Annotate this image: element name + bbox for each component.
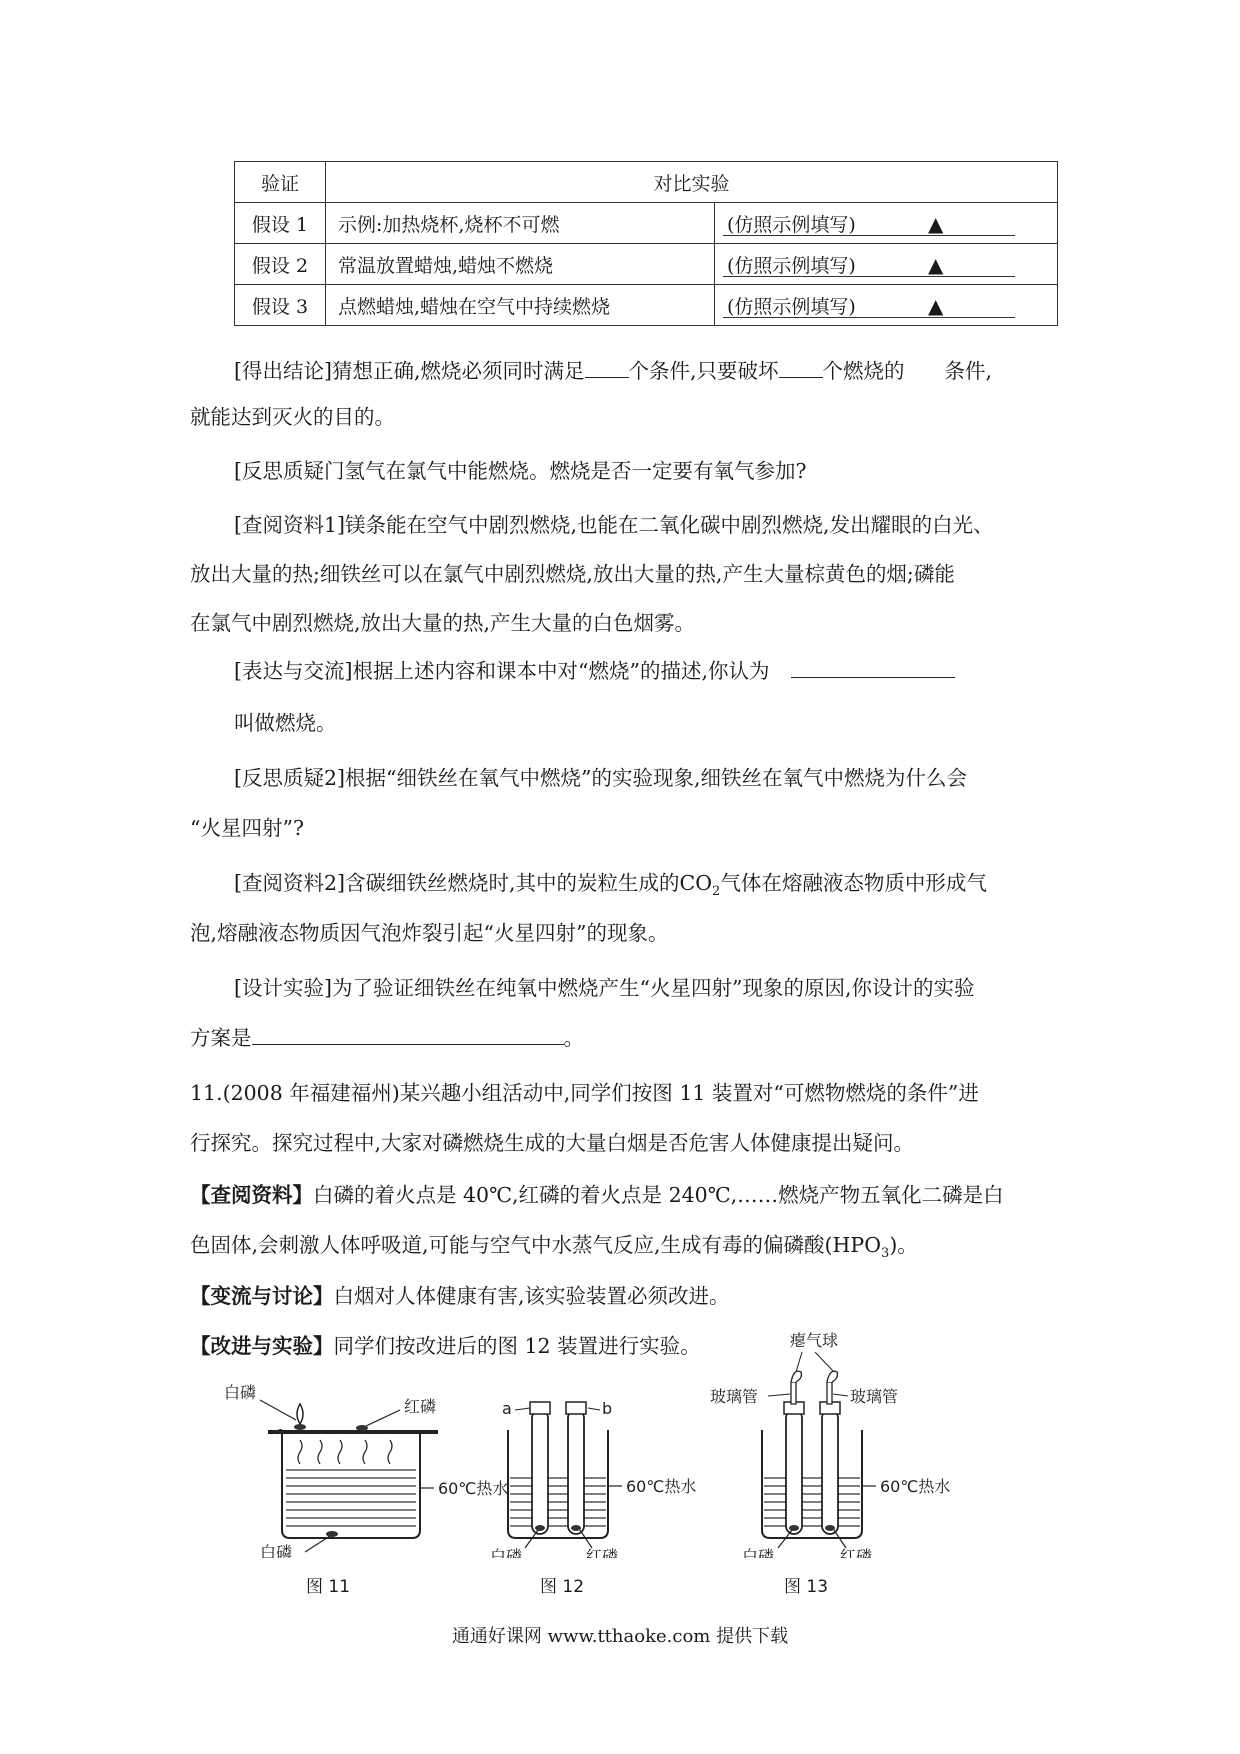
text: 白磷的着火点是 40℃,红磷的着火点是 240℃,……燃烧产物五氧化二磷是白: [313, 1183, 1004, 1207]
ref1-line-2: 放出大量的热;细铁丝可以在氯气中剧烈燃烧,放出大量的热,产生大量棕黄色的烟;磷能: [190, 562, 955, 586]
label: 红磷: [840, 1547, 873, 1558]
table-row: [235, 285, 1058, 326]
table-header-cell: 验证: [235, 162, 326, 203]
text: 白烟对人体健康有害,该实验装置必须改进。: [333, 1284, 730, 1308]
label: b: [602, 1399, 613, 1418]
test-tube-a: [532, 1410, 548, 1534]
table-cell-example: 常温放置蜡烛,蜡烛不燃烧: [326, 244, 715, 285]
ref2-line-2: 泡,熔融液态物质因气泡炸裂引起“火星四射”的现象。: [190, 921, 669, 945]
subscript: 3: [881, 1246, 890, 1262]
fill-hint: (仿照示例填写): [727, 295, 856, 318]
white-phosphorus: [789, 1525, 799, 1531]
text: 条件,: [944, 359, 993, 383]
water-lines: [764, 1478, 860, 1526]
answer-blank: [585, 357, 629, 378]
beaker: [762, 1430, 862, 1538]
flame-icon: [297, 1404, 303, 1424]
answer-blank: [723, 276, 1015, 277]
answer-blank: [252, 1024, 564, 1045]
info-line-2: [190, 1222, 1060, 1277]
text: 个燃烧的: [822, 359, 905, 383]
table-header-cell: 对比实验: [326, 162, 1058, 203]
stopper-a: [530, 1402, 550, 1414]
conclusion-line: [234, 348, 1104, 394]
test-tube-right: [822, 1410, 838, 1534]
glass-tube-right: [827, 1382, 832, 1404]
figure-13: [710, 1331, 950, 1558]
label: 白磷: [224, 1383, 257, 1402]
text: 气体在熔融液态物质中形成气: [720, 871, 987, 895]
reflect2-line-2: “火星四射”?: [190, 816, 304, 840]
info-line-1: [190, 1172, 1060, 1218]
triangle-marker: ▲: [928, 294, 944, 318]
figure-11: [224, 1383, 508, 1558]
apparatus-diagram: [190, 1318, 1010, 1558]
fill-hint: (仿照示例填写): [727, 254, 856, 277]
balloon-icon: [827, 1371, 837, 1382]
apparatus-figures: [190, 1318, 1010, 1558]
design-line-2: [190, 1015, 1060, 1061]
label: 白磷: [490, 1547, 523, 1558]
label: a: [502, 1399, 512, 1418]
reflect1-line: [反思质疑门氢气在氯气中能燃烧。燃烧是否一定要有氧气参加?: [234, 459, 807, 483]
table-cell-fill: [715, 285, 1058, 326]
table-cell-label: 假设 1: [235, 203, 326, 244]
q11-line-1: 11.(2008 年福建福州)某兴趣小组活动中,同学们按图 11 装置对“可燃物燃烧的条件”进: [190, 1081, 979, 1105]
page-footer: 通通好课网 www.tthaoke.com 提供下载: [451, 1626, 789, 1647]
figure-12: [490, 1399, 696, 1558]
table-cell-example: 点燃蜡烛,蜡烛在空气中持续燃烧: [326, 285, 715, 326]
steam-lines: [298, 1440, 392, 1464]
fill-hint: (仿照示例填写): [727, 213, 856, 236]
figure-12-caption: 图 12: [540, 1577, 585, 1597]
answer-blank: [791, 657, 955, 678]
label: 红磷: [404, 1397, 437, 1416]
text: 方案是: [190, 1026, 252, 1050]
q11-line-2: 行探究。探究过程中,大家对磷燃烧生成的大量白烟是否危害人体健康提出疑问。: [190, 1131, 915, 1155]
white-phosphorus: [535, 1525, 545, 1531]
text: [表达与交流]根据上述内容和课本中对“燃烧”的描述,你认为: [234, 659, 770, 683]
label: 玻璃管: [710, 1387, 759, 1406]
table-header-row: [235, 162, 1058, 203]
label: 玻璃管: [850, 1387, 899, 1406]
triangle-marker: ▲: [928, 212, 944, 236]
table-cell-fill: [715, 203, 1058, 244]
answer-blank: [723, 235, 1015, 236]
section-tag: 【变流与讨论】: [190, 1284, 334, 1308]
test-tube-b: [568, 1410, 584, 1534]
label: 60℃热水: [626, 1477, 697, 1496]
red-phosphorus: [571, 1525, 581, 1531]
label: 60℃热水: [880, 1477, 951, 1496]
hypothesis-table: [234, 161, 1058, 326]
ref2-line-1: [234, 860, 1104, 915]
test-tube-left: [786, 1410, 802, 1534]
white-phosphorus-underwater: [326, 1531, 338, 1537]
discuss-line: [190, 1273, 1060, 1319]
text: )。: [889, 1233, 918, 1257]
triangle-marker: ▲: [928, 253, 944, 277]
copper-plate: [268, 1430, 438, 1434]
text: 色固体,会刺激人体呼吸道,可能与空气中水蒸气反应,生成有毒的偏磷酸(HPO: [190, 1233, 882, 1257]
white-phosphorus: [294, 1424, 306, 1430]
reflect2-line-1: [反思质疑2]根据“细铁丝在氧气中燃烧”的实验现象,细铁丝在氧气中燃烧为什么会: [234, 766, 968, 790]
label: 瘪气球: [790, 1331, 839, 1350]
ref1-line-1: [查阅资料1]镁条能在空气中剧烈燃烧,也能在二氧化碳中剧烈燃烧,发出耀眼的白光、: [234, 513, 994, 537]
conclusion-line-2: 就能达到灭火的目的。: [190, 405, 395, 429]
table-cell-label: 假设 3: [235, 285, 326, 326]
figure-13-caption: 图 13: [784, 1577, 829, 1597]
design-line-1: [设计实验]为了验证细铁丝在纯氧中燃烧产生“火星四射”现象的原因,你设计的实验: [234, 976, 975, 1000]
glass-tube-left: [791, 1382, 796, 1404]
beaker: [508, 1430, 608, 1538]
figure-11-caption: 图 11: [306, 1577, 351, 1597]
answer-blank: [723, 317, 1015, 318]
water-lines: [286, 1470, 416, 1526]
section-tag: 【查阅资料】: [190, 1183, 313, 1207]
label: 60℃热水: [438, 1479, 509, 1498]
answer-blank: [779, 357, 823, 378]
label: 白磷: [742, 1547, 775, 1558]
table-cell-example: 示例:加热烧杯,烧杯不可燃: [326, 203, 715, 244]
stopper-b: [566, 1402, 586, 1414]
ref1-line-3: 在氯气中剧烈燃烧,放出大量的热,产生大量的白色烟雾。: [190, 611, 696, 635]
red-phosphorus: [825, 1525, 835, 1531]
express-line-2: 叫做燃烧。: [234, 711, 337, 735]
table-cell-fill: [715, 244, 1058, 285]
text: 同学们按改进后的图 12 装置进行实验。: [333, 1334, 701, 1358]
text: 个条件,只要破坏: [628, 359, 779, 383]
express-line-1: [234, 648, 1104, 694]
water-lines: [510, 1478, 606, 1526]
text: [查阅资料2]含碳细铁丝燃烧时,其中的炭粒生成的CO: [234, 871, 713, 895]
table-row: [235, 244, 1058, 285]
table-cell-label: 假设 2: [235, 244, 326, 285]
section-tag: 【改进与实验】: [190, 1334, 334, 1358]
text: [得出结论]猜想正确,燃烧必须同时满足: [234, 359, 585, 383]
table-row: [235, 203, 1058, 244]
balloon-icon: [791, 1371, 801, 1382]
subscript: 2: [712, 884, 721, 900]
label: 红磷: [586, 1547, 619, 1558]
label: 白磷: [260, 1543, 293, 1558]
text: 。: [563, 1026, 584, 1050]
